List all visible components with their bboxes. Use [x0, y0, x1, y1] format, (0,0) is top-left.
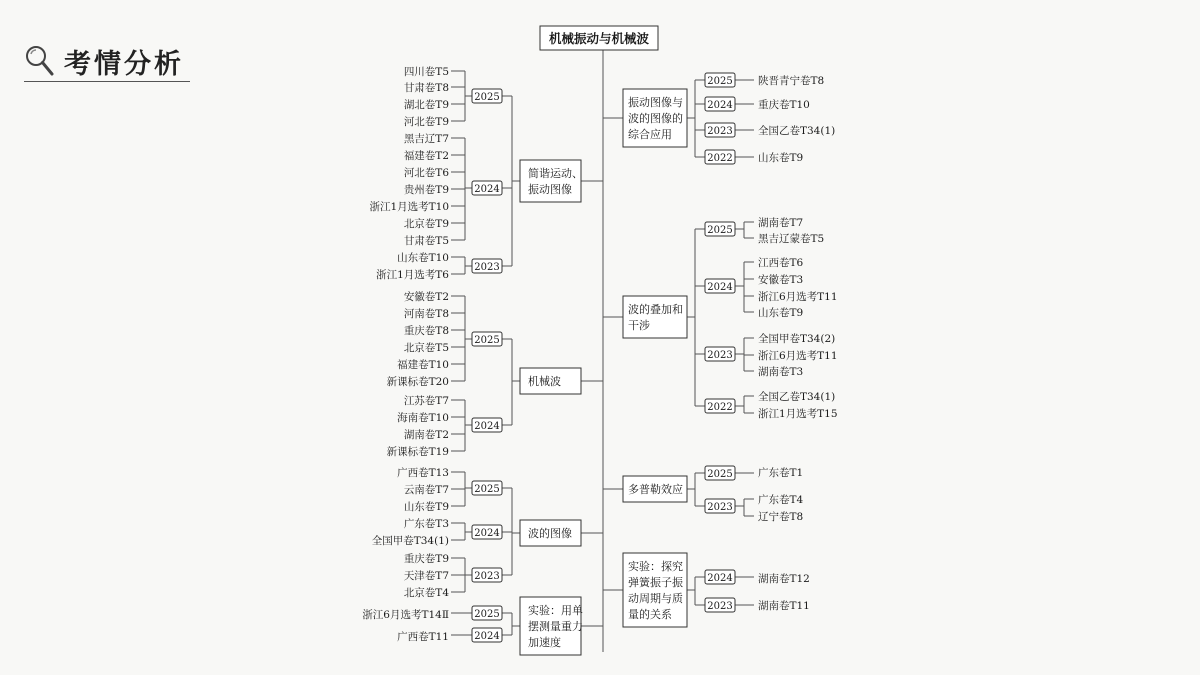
exam-item: 甘肃卷T8: [403, 82, 449, 94]
exam-item: 安徽卷T3: [758, 274, 804, 286]
year-label: 2025: [707, 469, 733, 480]
year-label: 2023: [707, 126, 733, 137]
exam-item: 全国乙卷T34(1): [758, 125, 836, 137]
exam-item: 天津卷T7: [403, 570, 449, 582]
year-label: 2023: [707, 601, 733, 612]
exam-item: 贵州卷T9: [403, 184, 449, 196]
topic-label: 实验：探究: [628, 560, 683, 573]
exam-item: 河北卷T6: [403, 167, 449, 179]
year-label: 2024: [474, 528, 500, 539]
year-group: [397, 628, 512, 643]
year-group: [404, 66, 512, 128]
year-label: 2024: [707, 282, 733, 293]
year-label: 2023: [474, 262, 500, 273]
exam-item: 辽宁卷T8: [758, 511, 804, 523]
topic-label: 简谐运动、: [528, 167, 583, 180]
exam-item: 重庆卷T8: [403, 325, 449, 337]
exam-item: 广西卷T13: [397, 467, 449, 479]
exam-item: 广西卷T11: [397, 631, 449, 643]
exam-item: 山东卷T9: [758, 152, 804, 164]
exam-item: 浙江1月选考T10: [369, 201, 449, 213]
exam-item: 云南卷T7: [403, 484, 449, 496]
topic-label: 振动图像: [528, 183, 572, 196]
topic-label: 机械波: [528, 375, 561, 388]
year-group: [695, 466, 803, 480]
exam-item: 新课标卷T19: [386, 446, 449, 458]
year-label: 2023: [707, 502, 733, 513]
root-node: [540, 26, 658, 50]
year-label: 2025: [474, 609, 500, 620]
topic-label: 干涉: [628, 319, 650, 332]
branch-left-1: [369, 66, 603, 281]
exam-item: 新课标卷T20: [386, 376, 449, 388]
exam-item: 山东卷T10: [397, 252, 449, 264]
year-group: [369, 132, 512, 247]
year-label: 2025: [707, 225, 733, 236]
exam-item: 江苏卷T7: [403, 395, 449, 407]
exam-item: 河北卷T9: [403, 116, 449, 128]
exam-item: 浙江1月选考T15: [758, 408, 838, 420]
year-label: 2022: [707, 402, 733, 413]
exam-item: 广东卷T1: [758, 467, 804, 479]
year-group: [695, 73, 824, 87]
exam-item: 河南卷T8: [403, 308, 449, 320]
left-branches: [362, 66, 603, 655]
exam-item: 浙江6月选考T11: [758, 291, 838, 303]
year-label: 2024: [707, 100, 733, 111]
exam-item: 北京卷T5: [403, 342, 449, 354]
year-group: [695, 332, 838, 378]
topic-label: 加速度: [528, 636, 561, 649]
year-group: [362, 606, 512, 621]
topic-label: 波的图像的: [628, 112, 683, 125]
year-group: [695, 150, 803, 164]
exam-item: 全国乙卷T34(1): [758, 391, 836, 403]
exam-item: 陕晋青宁卷T8: [758, 75, 825, 87]
exam-item: 北京卷T4: [403, 587, 449, 599]
exam-item: 福建卷T10: [397, 359, 449, 371]
exam-item: 甘肃卷T5: [403, 235, 449, 247]
year-group: [695, 598, 810, 612]
branch-left-4: [362, 597, 603, 655]
branch-right-2: [603, 216, 838, 420]
year-label: 2023: [474, 571, 500, 582]
exam-item: 重庆卷T10: [758, 99, 810, 111]
topic-label: 实验：用单: [528, 604, 583, 617]
exam-item: 湖南卷T2: [403, 429, 449, 441]
exam-item: 福建卷T2: [403, 150, 449, 162]
topic-label: 弹簧振子振: [628, 576, 683, 589]
topic-label: 动周期与质: [628, 592, 683, 605]
year-label: 2025: [474, 335, 500, 346]
year-label: 2024: [474, 421, 500, 432]
exam-item: 山东卷T9: [758, 307, 804, 319]
exam-item: 全国甲卷T34(2): [758, 333, 836, 345]
right-branches: [603, 73, 838, 627]
exam-item: 湖南卷T3: [758, 366, 804, 378]
exam-item: 湖北卷T9: [403, 99, 449, 111]
year-group: [397, 466, 512, 513]
branch-left-3: [372, 466, 603, 599]
branch-right-4: [603, 553, 810, 627]
topic-label: 波的图像: [528, 527, 572, 540]
exam-item: 广东卷T4: [758, 494, 804, 506]
exam-item: 黑吉辽蒙卷T5: [758, 233, 825, 245]
branch-right-3: [603, 466, 804, 523]
topic-label: 综合应用: [628, 128, 672, 141]
topic-label: 多普勒效应: [628, 483, 683, 496]
exam-item: 湖南卷T11: [758, 600, 810, 612]
branch-right-1: [603, 73, 835, 164]
year-group: [376, 251, 512, 281]
year-label: 2025: [474, 92, 500, 103]
topic-label: 波的叠加和: [628, 303, 683, 316]
exam-item: 湖南卷T12: [758, 573, 810, 585]
exam-item: 安徽卷T2: [403, 291, 449, 303]
year-group: [695, 570, 810, 585]
year-group: [695, 390, 838, 420]
year-group: [695, 257, 838, 319]
year-label: 2025: [707, 76, 733, 87]
exam-item: 山东卷T9: [403, 501, 449, 513]
year-group: [404, 552, 512, 599]
year-group: [387, 394, 512, 458]
year-group: [695, 123, 835, 137]
exam-item: 浙江6月选考T14Ⅱ: [362, 609, 449, 621]
year-group: [695, 493, 804, 523]
exam-item: 全国甲卷T34(1): [371, 535, 449, 547]
branch-left-2: [387, 290, 603, 458]
year-label: 2024: [474, 631, 500, 642]
topic-label: 振动图像与: [628, 96, 683, 109]
exam-item: 浙江6月选考T11: [758, 350, 838, 362]
exam-item: 黑吉辽T7: [403, 133, 449, 145]
year-label: 2024: [707, 573, 733, 584]
exam-item: 海南卷T10: [397, 412, 449, 424]
year-group: [387, 290, 512, 388]
topic-label: 量的关系: [628, 608, 672, 621]
year-group: [695, 97, 810, 111]
year-label: 2024: [474, 184, 500, 195]
exam-item: 湖南卷T7: [758, 217, 804, 229]
exam-item: 四川卷T5: [403, 66, 449, 78]
year-label: 2023: [707, 350, 733, 361]
exam-item: 广东卷T3: [403, 518, 449, 530]
exam-item: 重庆卷T9: [403, 553, 449, 565]
year-group: [695, 216, 824, 245]
exam-item: 浙江1月选考T6: [376, 269, 449, 281]
year-label: 2025: [474, 484, 500, 495]
year-group: [372, 517, 512, 547]
section-title: 考情分析: [64, 49, 184, 80]
exam-item: 北京卷T9: [403, 218, 449, 230]
root-label: 机械振动与机械波: [548, 31, 650, 46]
exam-item: 江西卷T6: [758, 257, 804, 269]
year-label: 2022: [707, 153, 733, 164]
topic-label: 摆测量重力: [528, 620, 583, 633]
